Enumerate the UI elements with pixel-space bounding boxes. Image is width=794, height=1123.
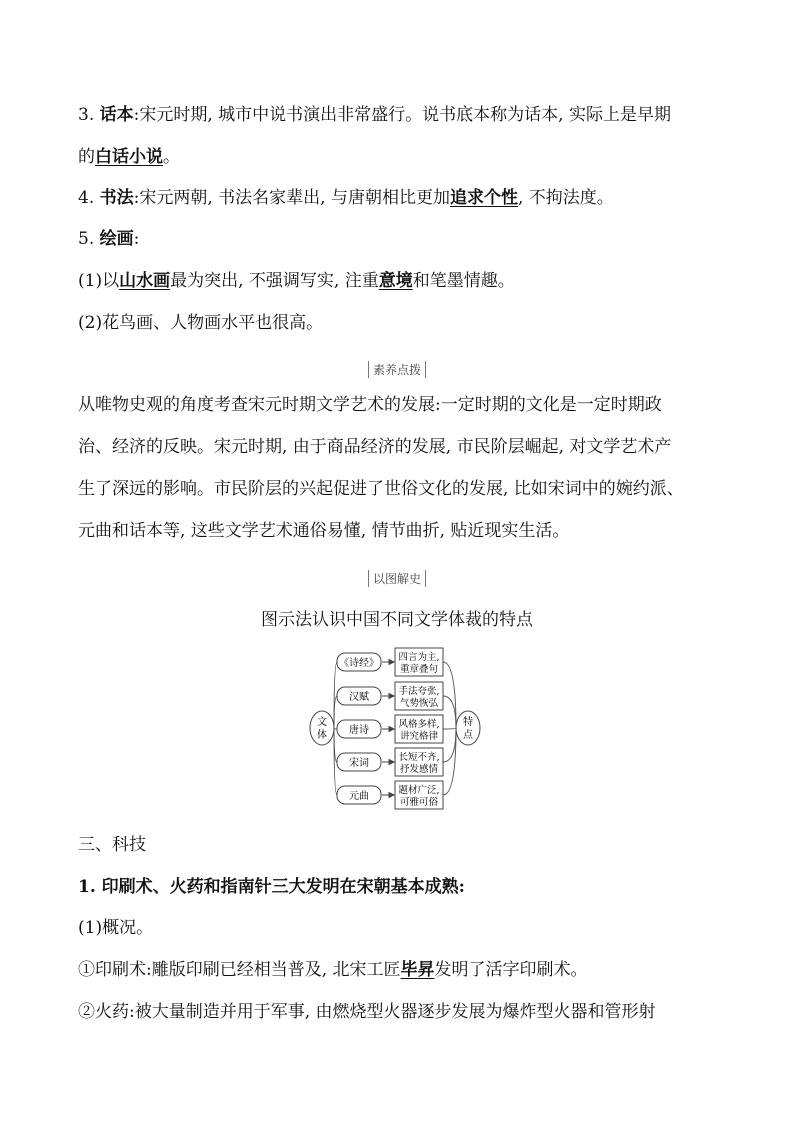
tag-suyang: 素养点拨 [0, 361, 794, 378]
node-tedian-2: 点 [463, 730, 473, 741]
feature-line: 讲究格律 [399, 731, 439, 742]
term-shufa: 书法 [99, 188, 134, 208]
para-line-2: 治、经济的反映。宋元时期, 由于商品经济的发展, 市民阶层崛起, 对文学艺术产 [78, 437, 672, 457]
connector-right [443, 696, 456, 728]
diagram-title: 图示法认识中国不同文学体裁的特点 [261, 610, 533, 630]
keyword-gexing: 追求个性 [449, 188, 518, 208]
para-line-3: 生了深远的影响。市民阶层的兴起促进了世俗文化的发展, 比如宋词中的婉约派、 [78, 479, 684, 499]
node-tedian-1: 特 [463, 717, 473, 728]
para-line-1: 从唯物史观的角度考查宋元时期文学艺术的发展:一定时期的文化是一定时期政 [78, 395, 662, 415]
feature-line: 气势恢弘 [399, 698, 439, 709]
feature-line: 风格多样, [398, 719, 440, 730]
para-yinshua: ①印刷术:雕版印刷已经相当普及, 北宋工匠毕昇发明了活字印刷术。 [78, 960, 588, 980]
heading-three-inventions: 1. 印刷术、火药和指南针三大发明在宋朝基本成熟: [78, 877, 465, 897]
keyword-bisheng: 毕昇 [400, 960, 435, 980]
connector-right [443, 662, 456, 728]
section-keji: 三、科技 [78, 835, 146, 855]
feature-line: 题材广泛, [398, 785, 440, 796]
para-huaben-cont: 的白话小说。 [78, 147, 180, 167]
para-huihua-1: (1)以山水画最为突出, 不强调写实, 注重意境和笔墨情趣。 [78, 271, 515, 291]
term-huihua: 绘画 [99, 229, 134, 249]
keyword-baihua: 白话小说 [95, 147, 163, 167]
genre-label: 汉赋 [349, 692, 369, 703]
keyword-yijing: 意境 [378, 271, 413, 291]
connector-right [443, 728, 456, 762]
node-wenti-1: 文 [317, 717, 327, 728]
para-huihua: 5. 绘画: [78, 229, 140, 249]
keyword-shanshui: 山水画 [119, 271, 171, 291]
para-gaikuang: (1)概况。 [78, 918, 154, 938]
para-huihua-2: (2)花鸟画、人物画水平也很高。 [78, 313, 324, 333]
genre-label: 元曲 [349, 791, 369, 802]
feature-line: 长短不齐, [398, 752, 440, 763]
feature-line: 四言为主, [398, 652, 440, 663]
para-line-4: 元曲和话本等, 这些文学艺术通俗易懂, 情节曲折, 贴近现实生活。 [78, 521, 570, 541]
para-shufa: 4. 书法:宋元两朝, 书法名家辈出, 与唐朝相比更加追求个性, 不拘法度。 [78, 188, 614, 208]
para-huoyao: ②火药:被大量制造并用于军事, 由燃烧型火器逐步发展为爆炸型火器和管形射 [78, 1002, 656, 1022]
feature-line: 重章叠句 [399, 664, 439, 675]
tag-yitu: 以图解史 [0, 570, 794, 587]
feature-line: 手法夸张, [398, 686, 440, 697]
para-huaben: 3. 话本:宋元时期, 城市中说书演出非常盛行。说书底本称为话本, 实际上是早期 [78, 105, 671, 125]
genre-label: 宋词 [349, 758, 369, 769]
feature-line: 抒发感情 [399, 764, 439, 775]
genre-label: 唐诗 [349, 725, 369, 736]
node-wenti-2: 体 [317, 730, 327, 741]
term-huaben: 话本 [99, 105, 134, 125]
feature-line: 可雅可俗 [399, 797, 439, 808]
connector-right [443, 728, 456, 729]
genre-diagram [0, 643, 794, 813]
genre-label: 《诗经》 [339, 658, 379, 669]
